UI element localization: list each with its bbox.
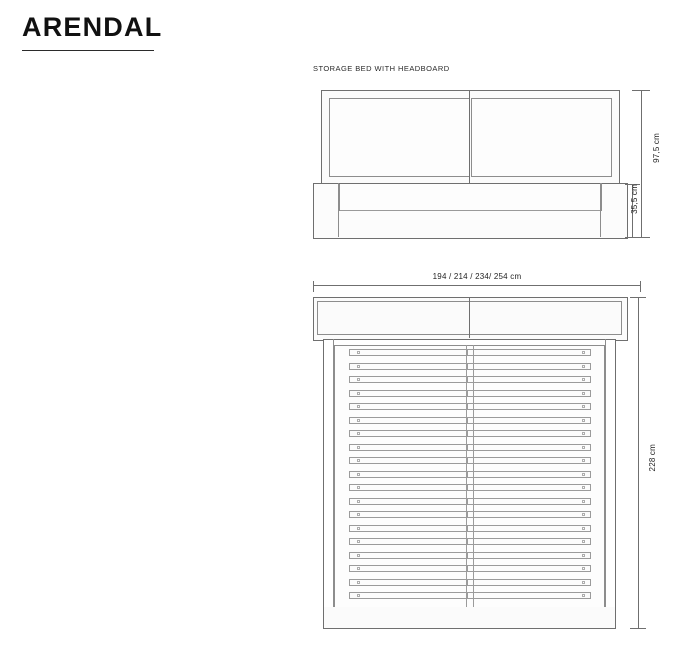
bed-base-front-panel — [339, 183, 602, 211]
dimension-line-total-height — [641, 90, 642, 238]
dimension-tick-base-height-bottom — [625, 237, 640, 238]
plan-headboard-center-seam — [469, 298, 470, 338]
slat-holder-left — [357, 365, 360, 368]
bed-base-lower-edge — [340, 210, 600, 211]
slat — [349, 376, 591, 383]
slat-holder-right — [582, 419, 585, 422]
headboard-center-seam — [469, 91, 470, 183]
brand-underline — [22, 50, 154, 51]
slat-holder-left — [357, 513, 360, 516]
slat-holder-right — [582, 432, 585, 435]
slat-holder-left — [357, 378, 360, 381]
slat-holder-left — [357, 594, 360, 597]
slat-holder-left — [357, 446, 360, 449]
slat — [349, 538, 591, 545]
slat — [349, 444, 591, 451]
product-caption: STORAGE BED WITH HEADBOARD — [313, 64, 450, 73]
slat — [349, 417, 591, 424]
slat-holder-right — [582, 581, 585, 584]
dimension-tick-depth-bottom — [630, 628, 646, 629]
slat-holder-right — [582, 594, 585, 597]
front-elevation-drawing — [313, 90, 626, 238]
slat — [349, 363, 591, 370]
slat — [349, 390, 591, 397]
slat-holder-right — [582, 486, 585, 489]
slat-holder-left — [357, 500, 360, 503]
slat-holder-left — [357, 567, 360, 570]
dimension-label-total-height: 97,5 cm — [652, 133, 661, 163]
dimension-label-depth: 228 cm — [648, 444, 657, 472]
slat — [349, 457, 591, 464]
slat-holder-left — [357, 432, 360, 435]
slat-holder-right — [582, 527, 585, 530]
slat-holder-right — [582, 567, 585, 570]
slat — [349, 484, 591, 491]
dimension-label-base-height: 35,5 cm — [630, 184, 639, 214]
slat — [349, 471, 591, 478]
slat-holder-right — [582, 378, 585, 381]
headboard-panel-right — [471, 98, 612, 177]
slat — [349, 511, 591, 518]
slat — [349, 498, 591, 505]
slat — [349, 525, 591, 532]
slat-holder-left — [357, 405, 360, 408]
plan-side-rail-right — [605, 339, 616, 629]
bed-base-left-corner — [313, 183, 339, 237]
slat-holder-right — [582, 392, 585, 395]
dimension-line-width — [313, 285, 641, 286]
slat-holder-left — [357, 419, 360, 422]
slat-holder-right — [582, 351, 585, 354]
slat — [349, 349, 591, 356]
slat-holder-left — [357, 540, 360, 543]
brand-block — [22, 10, 172, 51]
slat — [349, 592, 591, 599]
dimension-tick-total-height-top — [632, 90, 650, 91]
slat-holder-left — [357, 473, 360, 476]
slat-holder-right — [582, 554, 585, 557]
slat-holder-left — [357, 554, 360, 557]
slat-holder-left — [357, 581, 360, 584]
slat — [349, 403, 591, 410]
dimension-label-width: 194 / 214 / 234/ 254 cm — [313, 272, 641, 281]
dimension-line-depth — [638, 297, 639, 629]
headboard-panel-left — [329, 98, 470, 177]
slat-holder-left — [357, 486, 360, 489]
slat-holder-right — [582, 513, 585, 516]
slat-holder-left — [357, 459, 360, 462]
slat-holder-left — [357, 527, 360, 530]
slat-group — [349, 349, 591, 606]
plan-side-rail-left — [323, 339, 334, 629]
brand-title: ARENDAL — [22, 12, 163, 42]
slat-holder-left — [357, 392, 360, 395]
slat — [349, 579, 591, 586]
slat-holder-right — [582, 459, 585, 462]
dimension-tick-depth-top — [630, 297, 646, 298]
slat-holder-right — [582, 500, 585, 503]
slat-holder-right — [582, 473, 585, 476]
plan-foot-panel — [323, 607, 616, 629]
top-plan-drawing — [313, 297, 626, 629]
slat-holder-right — [582, 405, 585, 408]
slat-holder-right — [582, 540, 585, 543]
slat-holder-right — [582, 446, 585, 449]
bed-base-top-edge — [339, 183, 600, 184]
plan-center-rail-right-edge — [473, 345, 474, 607]
slat — [349, 565, 591, 572]
slat-holder-right — [582, 365, 585, 368]
bed-base-right-corner — [600, 183, 626, 237]
plan-center-rail-left-edge — [466, 345, 467, 607]
slat — [349, 552, 591, 559]
slat-holder-left — [357, 351, 360, 354]
slat — [349, 430, 591, 437]
